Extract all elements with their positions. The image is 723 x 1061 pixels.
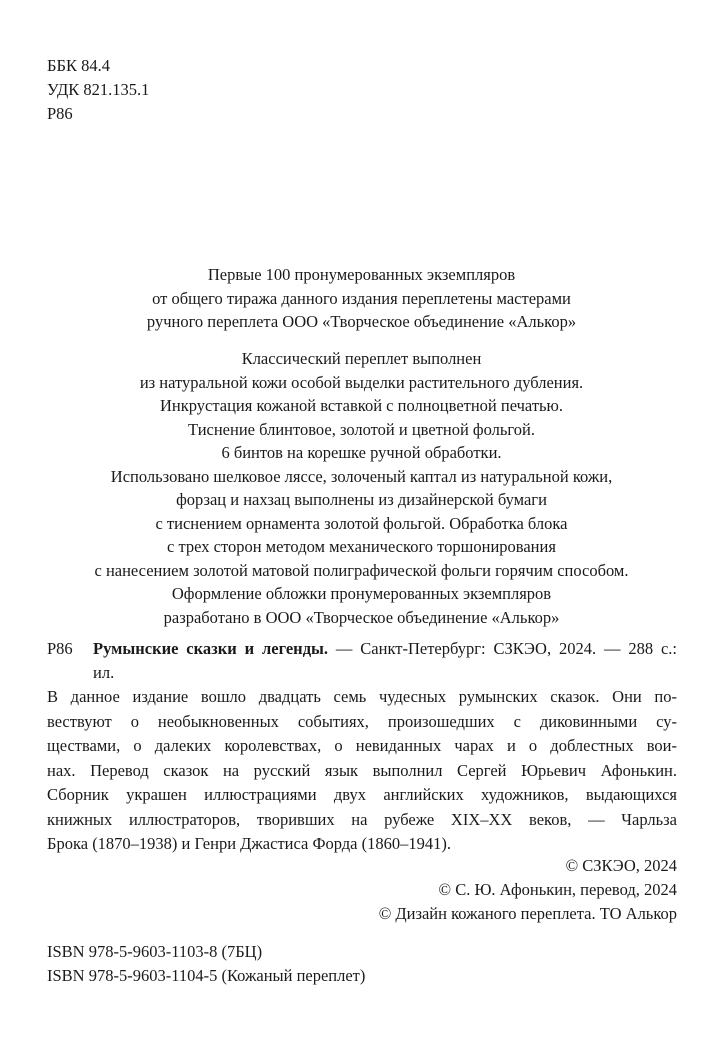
description-line: Брока (1870–1938) и Генри Джастиса Форда (1860–1941). <box>47 834 451 853</box>
bibliographic-imprint <box>93 637 677 685</box>
classification-codes <box>47 54 149 126</box>
book-title: Румынские сказки и легенды. <box>93 639 329 658</box>
edition-note-line: ручного переплета ООО «Творческое объединение «Алькор» <box>146 312 577 331</box>
edition-note-line: форзац и нахзац выполнены из дизайнерской бумаги <box>176 490 547 509</box>
copyright-notices <box>379 854 677 926</box>
isbn-line: ISBN 978-5-9603-1103-8 (7БЦ) <box>47 942 263 961</box>
bibliographic-code: Р86 <box>47 639 73 658</box>
edition-note-binding-details <box>40 347 683 629</box>
copyright-line: © СЗКЭО, 2024 <box>565 856 677 875</box>
edition-note-line: Оформление обложки пронумерованных экземпляров <box>171 584 552 603</box>
isbn-line: ISBN 978-5-9603-1104-5 (Кожаный переплет) <box>47 966 366 985</box>
book-description <box>47 685 677 857</box>
imprint-publisher: — Санкт-Петербург: СЗКЭО, 2024. — 288 с.: <box>328 639 677 658</box>
imprint-illustrations: ил. <box>93 663 115 682</box>
isbn-block <box>47 940 365 988</box>
edition-note-line: от общего тиража данного издания переплетены мастерами <box>152 288 571 308</box>
bibliographic-header <box>47 637 677 685</box>
edition-note-line: Классический переплет выполнен <box>241 349 482 368</box>
edition-note-numbered-copies <box>40 263 683 334</box>
edition-note-line: Использовано шелковое ляссе, золоченый каптал из натуральной кожи, <box>110 466 613 486</box>
edition-note-line: с трех сторон методом механического торшонирования <box>167 537 556 556</box>
udk-code: УДК 821.135.1 <box>47 80 150 99</box>
edition-note-line: разработано в ООО «Творческое объединение «Алькор» <box>163 607 560 627</box>
description-line: Сборник украшен иллюстрациями двух английских художников, выдающихся <box>47 785 677 804</box>
description-line: нах. Перевод сказок на русский язык выполнил Сергей Юрьевич Афонькин. <box>47 760 677 780</box>
edition-note-line: Тиснение блинтовое, золотой и цветной фольгой. <box>188 419 535 439</box>
edition-note-line: с тиснением орнамента золотой фольгой. Обработка блока <box>155 513 568 533</box>
edition-note-line: 6 бинтов на корешке ручной обработки. <box>221 443 502 462</box>
bibliographic-record <box>47 637 677 857</box>
edition-note-line: из натуральной кожи особой выделки растительного дубления. <box>139 372 584 392</box>
description-line: вествуют о необыкновенных событиях, произошедших с диковинными су- <box>47 711 677 731</box>
bbk-code: ББК 84.4 <box>47 56 110 75</box>
description-line: ществами, о далеких королевствах, о невиданных чарах и о доблестных вои- <box>47 736 677 755</box>
imprint-line <box>93 637 677 661</box>
description-line: В данное издание вошло двадцать семь чудесных румынских сказок. Они по- <box>47 687 677 706</box>
description-line: книжных иллюстраторов, творивших на рубеже XIX–XX веков, — Чарльза <box>47 809 677 829</box>
author-mark: Р86 <box>47 104 73 123</box>
edition-note-line: Первые 100 пронумерованных экземпляров <box>207 265 516 284</box>
edition-note-line: Инкрустация кожаной вставкой с полноцветной печатью. <box>159 396 564 415</box>
copyright-line: © Дизайн кожаного переплета. ТО Алькор <box>378 904 677 923</box>
copyright-line: © С. Ю. Афонькин, перевод, 2024 <box>438 880 677 899</box>
edition-note-line: с нанесением золотой матовой полиграфической фольги горячим способом. <box>94 560 629 580</box>
